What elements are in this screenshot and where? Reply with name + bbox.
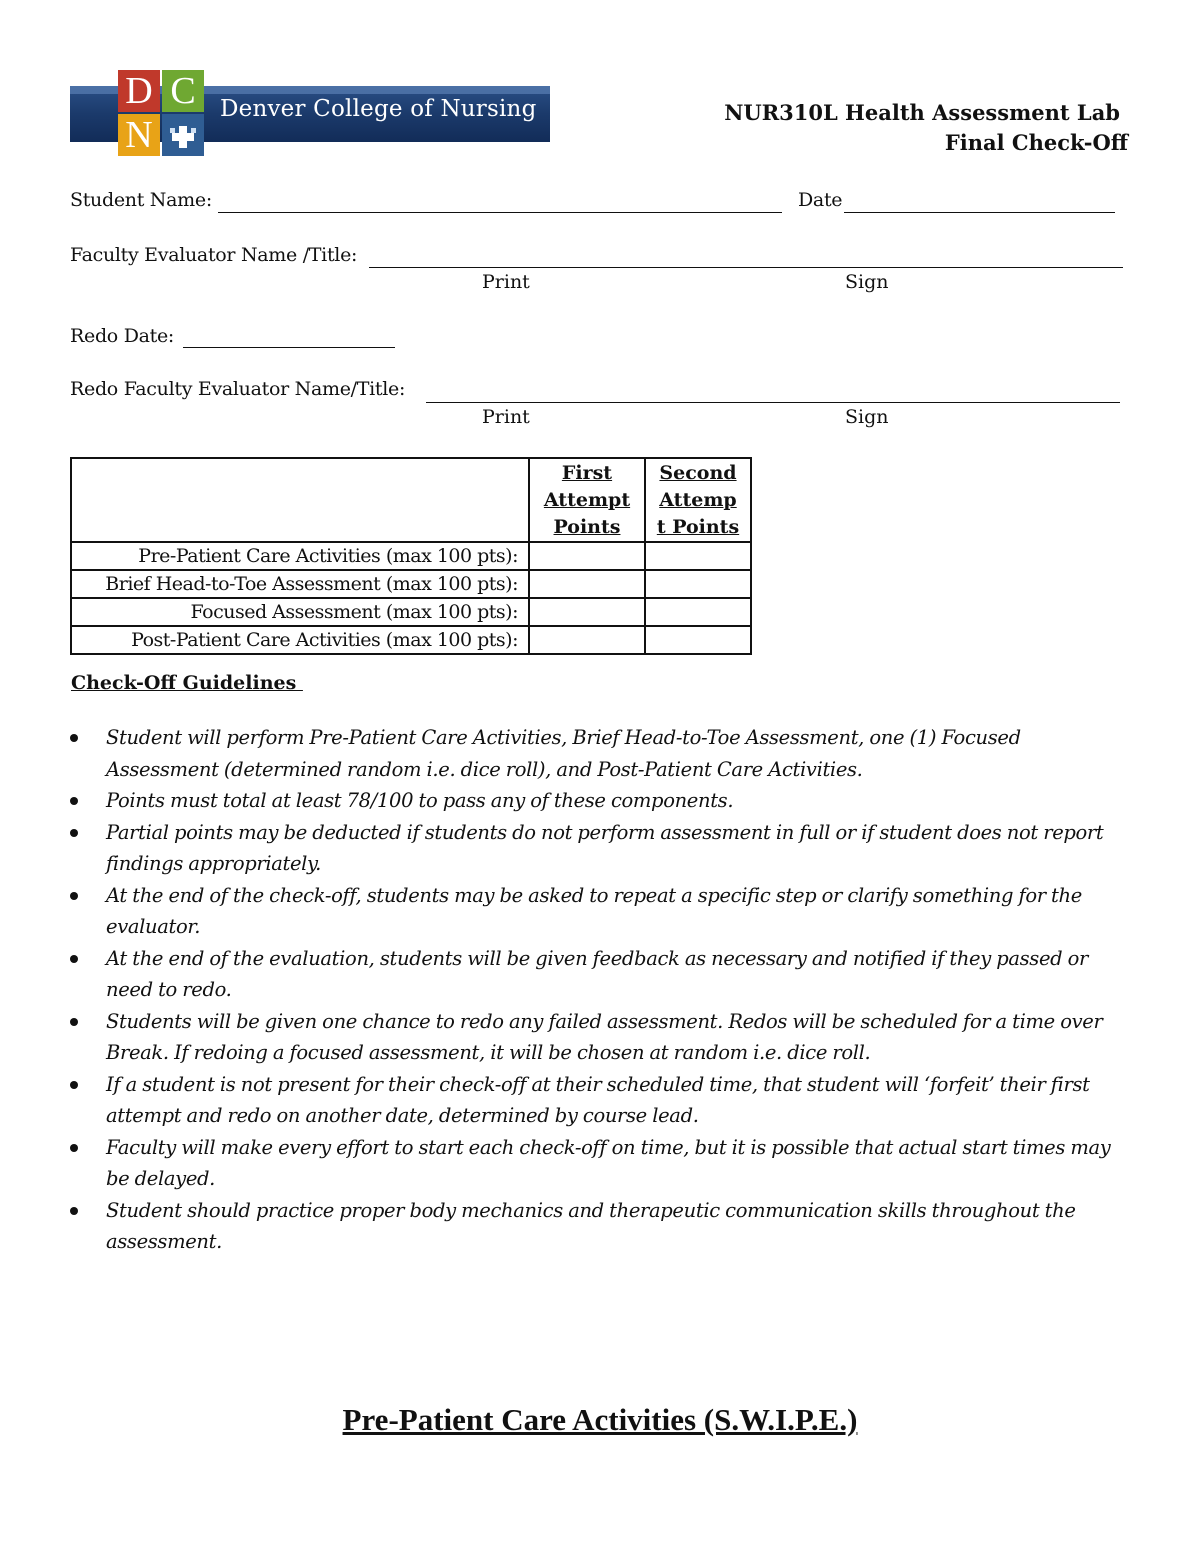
- bullet-icon: [70, 1207, 78, 1215]
- points-table: [70, 457, 752, 655]
- checkoff-title: Final Check-Off: [944, 130, 1128, 155]
- logo-letter-n: N: [118, 114, 160, 156]
- bullet-icon: [70, 1144, 78, 1152]
- list-item: Students will be given one chance to redo any failed assessment. Redos will be scheduled for a time over Break. If redoing a focused assessment, it will be chosen at random i.e. dice roll.: [70, 1006, 1130, 1069]
- second-attempt-cell[interactable]: [645, 626, 751, 654]
- student-name-label: Student Name:: [70, 189, 212, 211]
- second-attempt-header: Second Attemp t Points: [645, 458, 751, 542]
- logo-college-name: Denver College of Nursing: [220, 96, 537, 122]
- second-attempt-cell[interactable]: [645, 570, 751, 598]
- second-attempt-cell[interactable]: [645, 598, 751, 626]
- list-item: Student will perform Pre-Patient Care Activities, Brief Head-to-Toe Assessment, one (1) Focused Assessment (determined random i.e. dice roll), and Post-Patient Care Activities.: [70, 722, 1130, 785]
- list-item: Points must total at least 78/100 to pass any of these components.: [70, 785, 1130, 817]
- guidelines-heading: Check-Off Guidelines: [71, 672, 303, 694]
- date-label: Date: [798, 189, 843, 211]
- faculty-evaluator-label: Faculty Evaluator Name /Title:: [70, 244, 358, 266]
- medical-cross-icon: [162, 114, 204, 156]
- bullet-icon: [70, 955, 78, 963]
- student-name-field[interactable]: [218, 212, 782, 213]
- bullet-icon: [70, 892, 78, 900]
- redo-faculty-label: Redo Faculty Evaluator Name/Title:: [70, 378, 406, 400]
- row-label-post-patient: Post-Patient Care Activities (max 100 pts):: [71, 626, 529, 654]
- logo-letter-d: D: [118, 70, 160, 112]
- row-label-head-to-toe: Brief Head-to-Toe Assessment (max 100 pts):: [71, 570, 529, 598]
- course-title: NUR310L Health Assessment Lab: [724, 100, 1120, 125]
- second-attempt-cell[interactable]: [645, 542, 751, 570]
- table-row: [71, 542, 751, 570]
- bullet-icon: [70, 1018, 78, 1026]
- first-attempt-cell[interactable]: [529, 542, 645, 570]
- table-row: [71, 626, 751, 654]
- faculty-sign-label: Sign: [845, 271, 889, 293]
- table-row: [71, 598, 751, 626]
- guidelines-list: [70, 722, 1130, 1258]
- list-item: Student should practice proper body mechanics and therapeutic communication skills throughout the assessment.: [70, 1195, 1130, 1258]
- bullet-icon: [70, 734, 78, 742]
- redo-date-field[interactable]: [183, 347, 395, 348]
- row-label-pre-patient: Pre-Patient Care Activities (max 100 pts):: [71, 542, 529, 570]
- bullet-icon: [70, 829, 78, 837]
- logo-letter-c: C: [162, 70, 204, 112]
- list-item: If a student is not present for their check-off at their scheduled time, that student will ‘forfeit’ their first attempt and redo on another date, determined by course lead.: [70, 1069, 1130, 1132]
- table-row: [71, 570, 751, 598]
- first-attempt-cell[interactable]: [529, 626, 645, 654]
- list-item: At the end of the check-off, students may be asked to repeat a specific step or clarify something for the evaluator.: [70, 880, 1130, 943]
- redo-sign-label: Sign: [845, 406, 889, 428]
- list-item: Partial points may be deducted if students do not perform assessment in full or if student does not report findings appropriately.: [70, 817, 1130, 880]
- list-item: Faculty will make every effort to start each check-off on time, but it is possible that actual start times may be delayed.: [70, 1132, 1130, 1195]
- first-attempt-header: First Attempt Points: [529, 458, 645, 542]
- redo-faculty-field[interactable]: [426, 402, 1120, 403]
- first-attempt-cell[interactable]: [529, 570, 645, 598]
- bullet-icon: [70, 797, 78, 805]
- bullet-icon: [70, 1081, 78, 1089]
- section-heading: Pre-Patient Care Activities (S.W.I.P.E.): [342, 1402, 858, 1437]
- faculty-evaluator-field[interactable]: [369, 267, 1123, 268]
- first-attempt-cell[interactable]: [529, 598, 645, 626]
- college-logo: [70, 70, 550, 156]
- redo-date-label: Redo Date:: [70, 325, 175, 347]
- row-label-focused: Focused Assessment (max 100 pts):: [71, 598, 529, 626]
- date-field[interactable]: [844, 212, 1115, 213]
- faculty-print-label: Print: [482, 271, 530, 293]
- redo-print-label: Print: [482, 406, 530, 428]
- table-header-blank: [71, 458, 529, 542]
- list-item: At the end of the evaluation, students will be given feedback as necessary and notified if they passed or need to redo.: [70, 943, 1130, 1006]
